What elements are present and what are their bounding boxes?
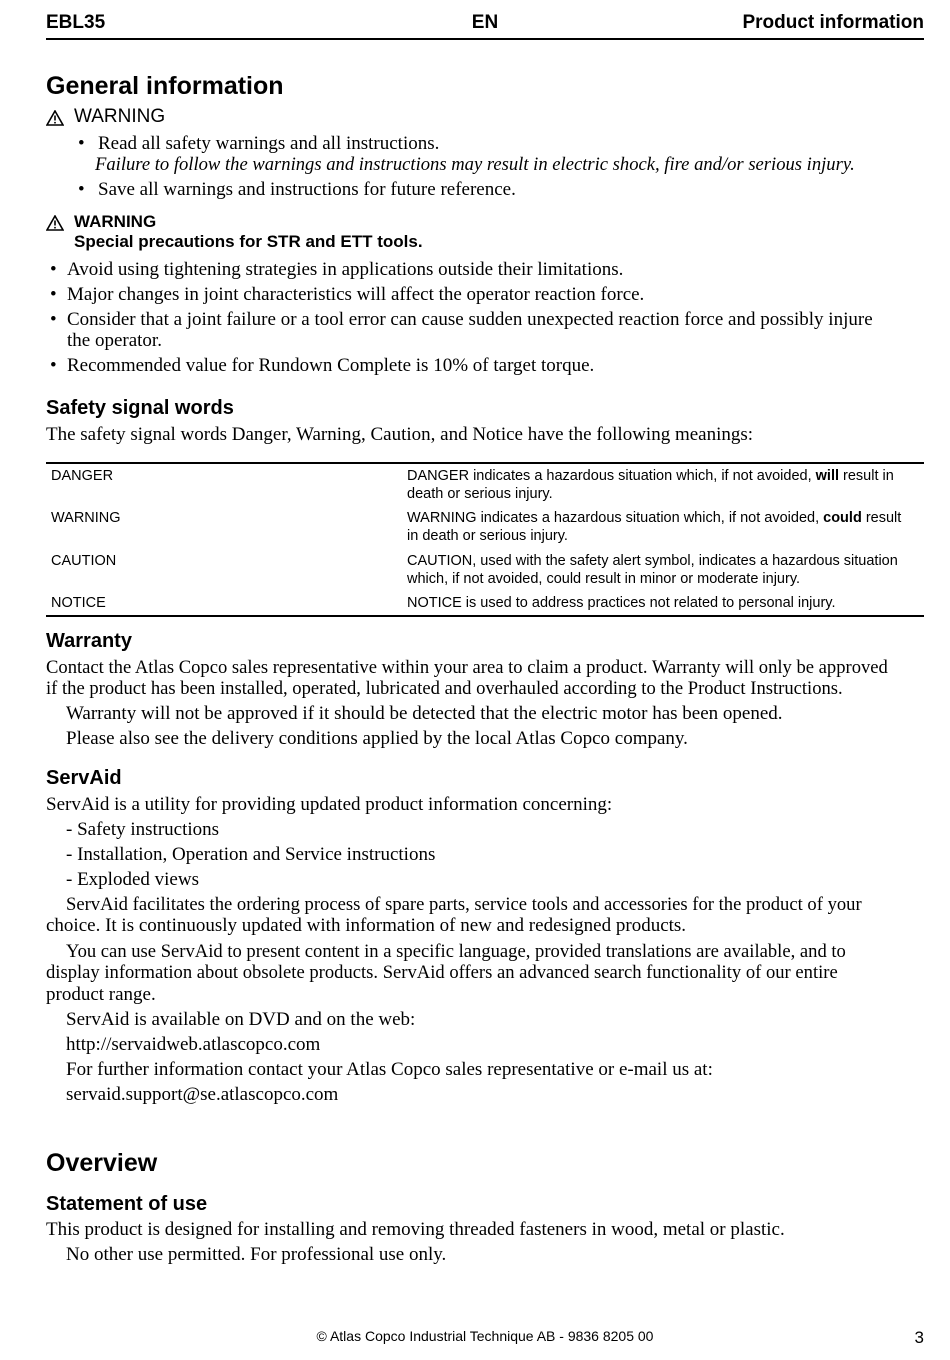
paragraph: Warranty will not be approved if it should be detected that the electric motor has been opened.: [66, 703, 783, 724]
list-item-continuation: the operator.: [67, 330, 162, 351]
warning-subtitle: Special precautions for STR and ETT tools.: [74, 232, 423, 251]
warning-triangle-icon: [46, 110, 64, 126]
signal-word: DANGER: [51, 468, 114, 484]
page-number: 3: [914, 1328, 924, 1347]
paragraph: choice. It is continuously updated with information of new and redesigned products.: [46, 915, 687, 936]
paragraph: Contact the Atlas Copco sales representative within your area to claim a product. Warranty will only be approved: [46, 657, 888, 678]
paragraph: ServAid facilitates the ordering process of spare parts, service tools and accessories for the product of your: [66, 894, 862, 915]
paragraph: You can use ServAid to present content in a specific language, provided translations are available, and to: [66, 941, 846, 962]
signal-intro: The safety signal words Danger, Warning, Caution, and Notice have the following meanings:: [46, 424, 754, 445]
list-item: - Installation, Operation and Service instructions: [66, 844, 436, 865]
header-language: EN: [471, 12, 499, 33]
warning-label: WARNING: [74, 106, 166, 127]
section-title-general: General information: [46, 72, 284, 100]
servaid-email: servaid.support@se.atlascopco.com: [66, 1084, 339, 1105]
section-title-servaid: ServAid: [46, 767, 122, 789]
servaid-url: http://servaidweb.atlascopco.com: [66, 1034, 321, 1055]
paragraph: Please also see the delivery conditions applied by the local Atlas Copco company.: [66, 728, 688, 749]
header-section: Product information: [742, 12, 924, 33]
list-item: - Safety instructions: [66, 819, 220, 840]
paragraph: ServAid is available on DVD and on the web:: [66, 1009, 416, 1030]
signal-word: NOTICE: [51, 595, 106, 611]
page-header: [46, 10, 924, 40]
header-model: EBL35: [46, 12, 106, 33]
warning-triangle-icon: [46, 215, 64, 231]
paragraph: if the product has been installed, operated, lubricated and overhauled according to the Product Instructions.: [46, 678, 843, 699]
section-title-warranty: Warranty: [46, 630, 132, 652]
paragraph: This product is designed for installing and removing threaded fasteners in wood, metal or plastic.: [46, 1219, 785, 1240]
list-item: - Exploded views: [66, 869, 199, 890]
footer-copyright: © Atlas Copco Industrial Technique AB - 9836 8205 00: [316, 1328, 654, 1344]
signal-word: CAUTION: [51, 553, 117, 569]
signal-meaning: WARNING indicates a hazardous situation which, if not avoided, could result in death or serious injury.: [407, 510, 902, 544]
signal-word: WARNING: [51, 510, 121, 526]
paragraph: display information about obsolete products. ServAid offers an advanced search functionality of our entire: [46, 962, 838, 983]
paragraph: For further information contact your Atlas Copco sales representative or e-mail us at:: [66, 1059, 713, 1080]
signal-meaning: CAUTION, used with the safety alert symbol, indicates a hazardous situation which, if not avoided, could result in minor or moderate injury.: [407, 553, 898, 587]
section-title-statement-of-use: Statement of use: [46, 1193, 208, 1215]
paragraph: product range.: [46, 984, 156, 1005]
paragraph: ServAid is a utility for providing updated product information concerning:: [46, 794, 613, 815]
warning-label: WARNING: [74, 212, 157, 231]
signal-words-table: [46, 462, 924, 617]
signal-meaning: DANGER indicates a hazardous situation which, if not avoided, will result in death or serious injury.: [407, 468, 894, 502]
section-title-overview: Overview: [46, 1149, 158, 1177]
paragraph: No other use permitted. For professional use only.: [66, 1244, 447, 1265]
warning-consequence: Failure to follow the warnings and instructions may result in electric shock, fire and/or serious injury.: [95, 154, 855, 175]
signal-meaning: NOTICE is used to address practices not related to personal injury.: [407, 595, 836, 611]
section-title-signal-words: Safety signal words: [46, 397, 234, 419]
